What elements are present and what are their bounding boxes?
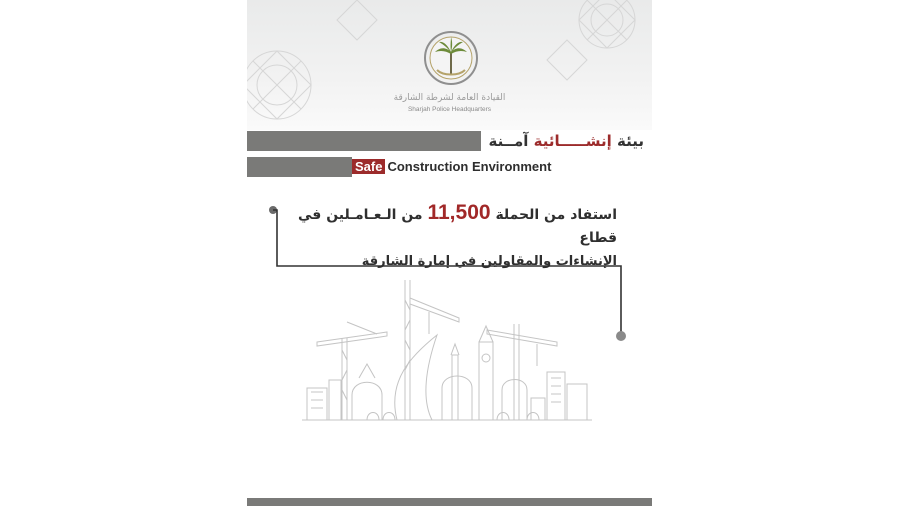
org-name-arabic: القيادة العامة لشرطة الشارقة — [393, 93, 506, 103]
beneficiaries-number: 11,500 — [427, 201, 491, 224]
footer-bar — [247, 498, 652, 506]
headline-line1-end: من الـعـامـلين في قطاع — [297, 207, 617, 246]
headline-line2: الإنشاءات والمقاولين في إمارة الشارقة — [361, 254, 617, 269]
title-part-1: بيئة — [611, 132, 644, 150]
title-accent: إنشـــــائية — [533, 132, 612, 150]
title-part-2: آمــنة — [488, 132, 534, 150]
title-english-rest: Construction Environment — [387, 159, 552, 174]
org-name-english: Sharjah Police Headquarters — [407, 106, 492, 113]
poster — [247, 0, 652, 506]
construction-skyline-icon — [247, 260, 652, 425]
title-safe-word: Safe — [352, 159, 385, 174]
headline-line1-start: استفاد من الحملة — [495, 207, 617, 223]
